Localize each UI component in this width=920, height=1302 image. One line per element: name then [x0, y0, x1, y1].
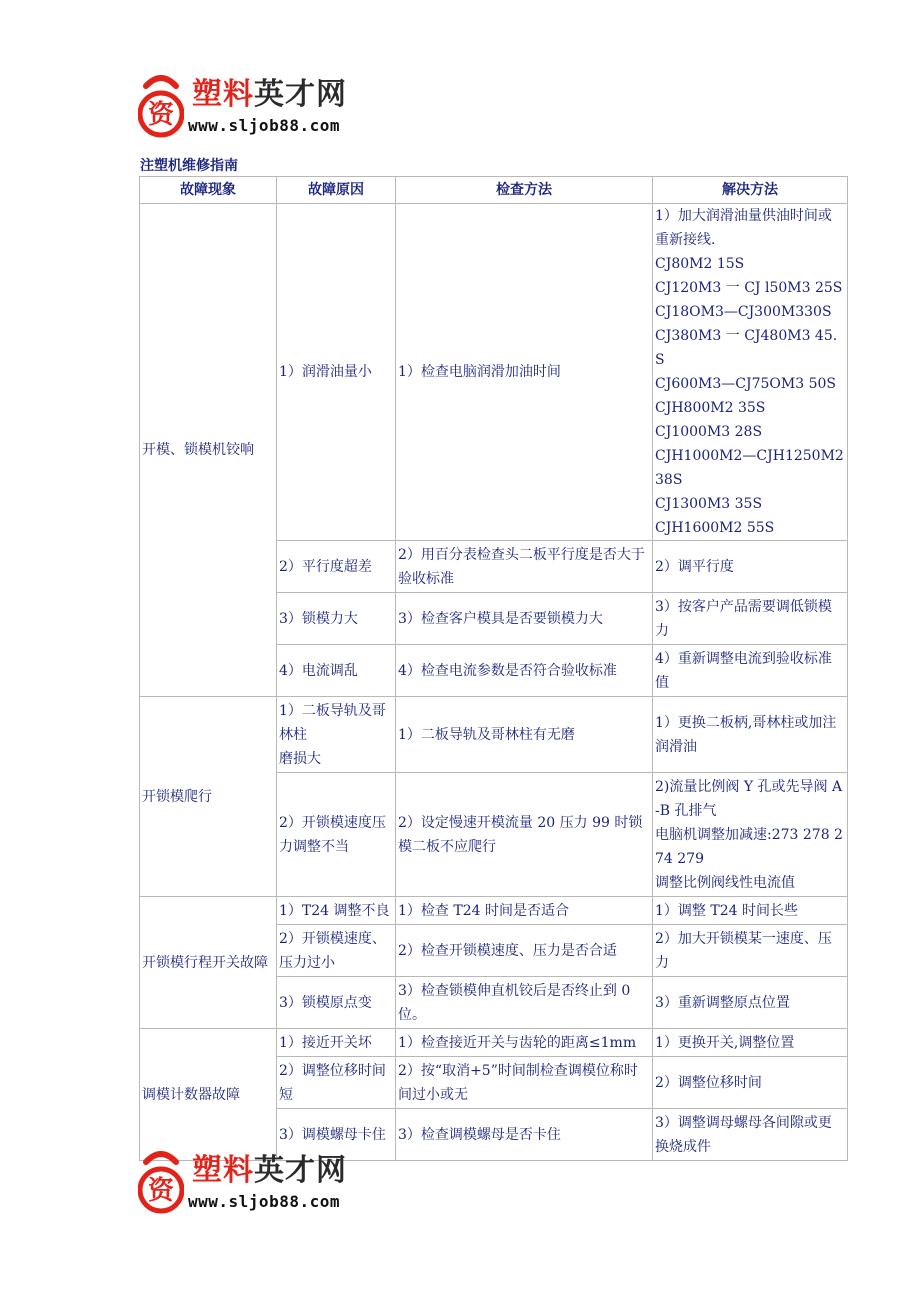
- check-cell: 3）检查锁模伸直机铰后是否终止到 0 位。: [396, 977, 653, 1029]
- logo-badge-icon: [138, 1148, 184, 1218]
- logo-brand: [192, 78, 347, 112]
- cause-cell: 2）调整位移时间短: [277, 1057, 396, 1109]
- logo-brand-dark: 英才网: [254, 1153, 347, 1188]
- solution-cell: 2）调整位移时间: [653, 1057, 848, 1109]
- cause-cell: 3）锁模力大: [277, 593, 396, 645]
- cause-cell: 3）调模螺母卡住: [277, 1109, 396, 1161]
- check-cell: 1）二板导轨及哥林柱有无磨: [396, 697, 653, 773]
- symptom-cell: 开锁模爬行: [140, 697, 277, 897]
- logo-footer: [138, 1146, 378, 1226]
- cause-cell: 1）接近开关坏: [277, 1029, 396, 1057]
- header-symptom: 故障现象: [140, 177, 277, 204]
- solution-cell: 2)流量比例阀 Y 孔或先导阀 A-B 孔排气 电脑机调整加减速:273 278 274 279 调整比例阀线性电流值: [653, 773, 848, 897]
- check-cell: 4）检查电流参数是否符合验收标准: [396, 645, 653, 697]
- logo-brand-red: 塑料: [192, 1153, 254, 1188]
- logo-url[interactable]: www.sljob88.com: [188, 1192, 340, 1211]
- table-row: [140, 204, 848, 541]
- logo-brand-red: 塑料: [192, 77, 254, 112]
- solution-cell: 2）调平行度: [653, 541, 848, 593]
- header-solution: 解决方法: [653, 177, 848, 204]
- cause-cell: 1）润滑油量小: [277, 204, 396, 541]
- solution-cell: 3）按客户产品需要调低锁模力: [653, 593, 848, 645]
- table-row: [140, 1029, 848, 1057]
- logo-badge-icon: [138, 72, 184, 142]
- symptom-cell: 调模计数器故障: [140, 1029, 277, 1161]
- cause-cell: 2）开锁模速度压力调整不当: [277, 773, 396, 897]
- table-header-row: [140, 177, 848, 204]
- maintenance-table: [139, 176, 848, 1161]
- page-title: 注塑机维修指南: [140, 158, 238, 174]
- solution-cell: 1）更换开关,调整位置: [653, 1029, 848, 1057]
- logo-brand-dark: 英才网: [254, 77, 347, 112]
- symptom-cell: 开锁模行程开关故障: [140, 897, 277, 1029]
- logo-brand: [192, 1154, 347, 1188]
- check-cell: 2）按“取消+5”时间制检查调模位称时间过小或无: [396, 1057, 653, 1109]
- check-cell: 2）检查开锁模速度、压力是否合适: [396, 925, 653, 977]
- check-cell: 1）检查接近开关与齿轮的距离≤1mm: [396, 1029, 653, 1057]
- solution-cell: 4）重新调整电流到验收标准值: [653, 645, 848, 697]
- symptom-cell: 开模、锁模机铰响: [140, 204, 277, 697]
- check-cell: 3）检查客户模具是否要锁模力大: [396, 593, 653, 645]
- solution-cell: 3）调整调母螺母各间隙或更换烧成件: [653, 1109, 848, 1161]
- check-cell: 1）检查电脑润滑加油时间: [396, 204, 653, 541]
- cause-cell: 2）平行度超差: [277, 541, 396, 593]
- header-cause: 故障原因: [277, 177, 396, 204]
- solution-cell: 1）更换二板柄,哥林柱或加注润滑油: [653, 697, 848, 773]
- check-cell: 1）检查 T24 时间是否适合: [396, 897, 653, 925]
- logo-badge-char: 资: [147, 100, 175, 130]
- logo-badge-char: 资: [147, 1176, 175, 1206]
- table-row: [140, 897, 848, 925]
- check-cell: 2）用百分表检查头二板平行度是否大于验收标准: [396, 541, 653, 593]
- check-cell: 3）检查调模螺母是否卡住: [396, 1109, 653, 1161]
- table-row: [140, 697, 848, 773]
- logo-header: [138, 70, 378, 150]
- check-cell: 2）设定慢速开模流量 20 压力 99 时锁模二板不应爬行: [396, 773, 653, 897]
- cause-cell: 4）电流调乱: [277, 645, 396, 697]
- cause-cell: 1）二板导轨及哥林柱 磨损大: [277, 697, 396, 773]
- cause-cell: 1）T24 调整不良: [277, 897, 396, 925]
- cause-cell: 3）锁模原点变: [277, 977, 396, 1029]
- solution-cell: 1）调整 T24 时间长些: [653, 897, 848, 925]
- solution-cell: 3）重新调整原点位置: [653, 977, 848, 1029]
- solution-cell: 2）加大开锁模某一速度、压力: [653, 925, 848, 977]
- cause-cell: 2）开锁模速度、压力过小: [277, 925, 396, 977]
- header-check: 检查方法: [396, 177, 653, 204]
- solution-cell: 1）加大润滑油量供油时间或重新接线. CJ80M2 15S CJ120M3 一 CJ l50M3 25S CJ18OM3—CJ300M330S CJ380M3 一 CJ480M3 45.S CJ600M3—CJ75OM3 50S CJH800M2 35S CJ1000M3 28S CJH1000M2—CJH1250M2 38S CJ1300M3 35S CJH1600M2 55S: [653, 204, 848, 541]
- logo-url[interactable]: www.sljob88.com: [188, 116, 340, 135]
